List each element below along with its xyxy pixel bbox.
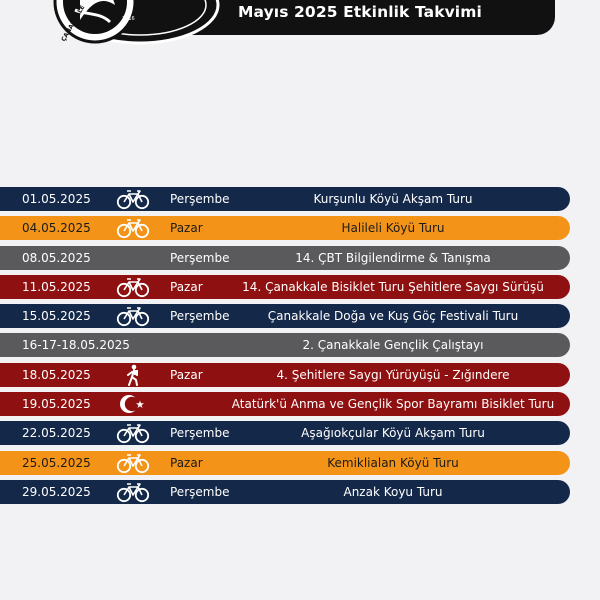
event-title: Kemiklialan Köyü Turu: [327, 455, 459, 470]
event-day: Pazar: [170, 455, 203, 470]
event-row: [0, 275, 570, 299]
logo-year: 2016: [122, 16, 135, 22]
event-row: [0, 304, 570, 328]
event-title: 2. Çanakkale Gençlik Çalıştayı: [302, 338, 484, 353]
event-title: 14. Çanakkale Bisiklet Turu Şehitlere Saygı Sürüşü: [242, 279, 544, 294]
event-date: 18.05.2025: [22, 367, 91, 382]
event-row: [0, 333, 570, 357]
event-title: Anzak Koyu Turu: [343, 484, 443, 499]
event-row: [0, 187, 570, 211]
event-day: Perşembe: [170, 484, 230, 499]
event-title: Aşağıokçular Köyü Akşam Turu: [301, 426, 485, 441]
event-date: 01.05.2025: [22, 192, 91, 206]
event-date: 08.05.2025: [22, 250, 91, 265]
event-date: 25.05.2025: [22, 455, 91, 470]
hiker-icon: [116, 364, 150, 386]
bicycle-icon: [116, 305, 150, 327]
page-title: Mayıs 2025 Etkinlik Takvimi: [238, 3, 482, 21]
event-calendar-list: [0, 187, 570, 509]
event-date: 16-17-18.05.2025: [22, 338, 130, 353]
event-date: 19.05.2025: [22, 397, 91, 412]
club-logo: [40, 0, 220, 45]
event-row: [0, 246, 570, 270]
bicycle-icon: [116, 217, 150, 239]
event-title: 14. ÇBT Bilgilendirme & Tanışma: [295, 250, 491, 265]
event-row: [0, 392, 570, 416]
event-day: Perşembe: [170, 426, 230, 441]
logo-text: ÇANAKKALE: [60, 4, 87, 43]
event-day: Perşembe: [170, 250, 230, 265]
event-title: Halileli Köyü Turu: [341, 221, 445, 236]
event-title: Çanakkale Doğa ve Kuş Göç Festivali Turu: [267, 309, 519, 324]
bicycle-icon: [116, 452, 150, 474]
event-day: Pazar: [170, 221, 203, 236]
event-day: Perşembe: [170, 309, 230, 324]
event-title: Atatürk'ü Anma ve Gençlik Spor Bayramı Bisiklet Turu: [231, 397, 555, 412]
bicycle-icon: [116, 481, 150, 503]
event-title: 4. Şehitlere Saygı Yürüyüşü - Zığındere: [276, 367, 510, 382]
bicycle-icon: [116, 188, 150, 210]
event-date: 11.05.2025: [22, 279, 91, 294]
event-row: [0, 480, 570, 504]
event-day: Perşembe: [170, 192, 230, 206]
event-date: 29.05.2025: [22, 484, 91, 499]
bicycle-icon: [116, 422, 150, 444]
event-row: [0, 216, 570, 240]
event-day: Pazar: [170, 367, 203, 382]
event-date: 22.05.2025: [22, 426, 91, 441]
event-day: Pazar: [170, 279, 203, 294]
event-row: [0, 451, 570, 475]
bicycle-icon: [116, 276, 150, 298]
event-date: 04.05.2025: [22, 221, 91, 236]
event-row: [0, 421, 570, 445]
event-title: Kurşunlu Köyü Akşam Turu: [313, 192, 473, 206]
event-row: [0, 363, 570, 387]
event-date: 15.05.2025: [22, 309, 91, 324]
crescent-star-icon: [116, 393, 150, 415]
